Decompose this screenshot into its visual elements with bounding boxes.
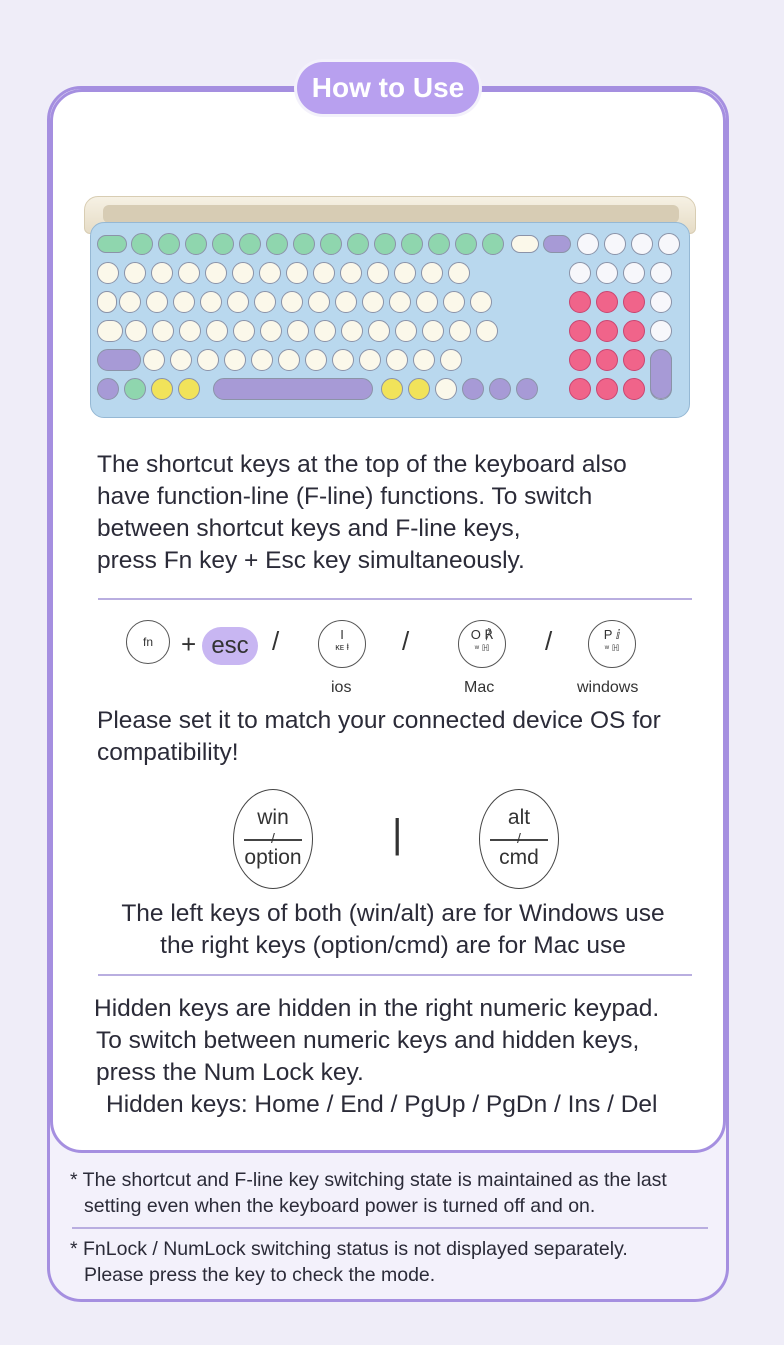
keyboard-key bbox=[658, 233, 680, 255]
divider bbox=[72, 1227, 708, 1229]
keyboard-key bbox=[604, 233, 626, 255]
keyboard-key bbox=[367, 262, 389, 284]
key-top-label: alt bbox=[507, 806, 531, 829]
keyboard-key bbox=[178, 262, 200, 284]
keyboard-key bbox=[596, 320, 618, 342]
keyboard-key bbox=[314, 320, 336, 342]
keyboard-key bbox=[178, 378, 200, 400]
keyboard-key bbox=[232, 262, 254, 284]
keyboard-key bbox=[413, 349, 435, 371]
keyboard-key bbox=[401, 233, 423, 255]
keyboard-key bbox=[151, 378, 173, 400]
keyboard-key bbox=[320, 233, 342, 255]
os-instruction bbox=[97, 705, 717, 769]
keyboard-key bbox=[368, 320, 390, 342]
keyboard-key bbox=[185, 233, 207, 255]
keyboard-key bbox=[259, 262, 281, 284]
text-line: Hidden keys are hidden in the right numeric keypad. bbox=[94, 995, 660, 1022]
keyboard-key bbox=[97, 235, 127, 253]
keyboard-key bbox=[623, 262, 645, 284]
keyboard-key bbox=[260, 320, 282, 342]
keyboard-key bbox=[449, 320, 471, 342]
keyboard-key bbox=[151, 262, 173, 284]
keyboard-key bbox=[233, 320, 255, 342]
keyboard-key bbox=[119, 291, 141, 313]
keyboard-key bbox=[386, 349, 408, 371]
keyboard-key bbox=[143, 349, 165, 371]
ios-key-top: I bbox=[340, 627, 344, 642]
text-line: To switch between numeric keys and hidden keys, bbox=[96, 1027, 640, 1054]
keyboard-key bbox=[650, 291, 672, 313]
keyboard-key bbox=[422, 320, 444, 342]
key-top-label: win bbox=[257, 806, 289, 829]
keyboard-key bbox=[335, 291, 357, 313]
keyboard-key bbox=[596, 349, 618, 371]
slash-separator: / bbox=[402, 626, 410, 656]
text-line: Hidden keys: Home / End / PgUp / PgDn / Ins / Del bbox=[106, 1091, 658, 1118]
keyboard-key bbox=[286, 262, 308, 284]
note-line: * The shortcut and F-line key switching state is maintained as the last bbox=[70, 1169, 667, 1191]
ios-key-bottom: ᴋᴇ ⱡ bbox=[335, 642, 349, 652]
keyboard-key bbox=[239, 233, 261, 255]
note-line: * FnLock / NumLock switching status is not displayed separately. bbox=[70, 1238, 628, 1260]
key-bottom-label: cmd bbox=[499, 846, 539, 869]
keyboard-key bbox=[152, 320, 174, 342]
keyboard-key bbox=[650, 349, 672, 399]
text-line: The left keys of both (win/alt) are for Windows use bbox=[121, 900, 665, 927]
keyboard-key bbox=[421, 262, 443, 284]
hidden-keys-explanation bbox=[60, 993, 726, 1121]
keyboard-key bbox=[125, 320, 147, 342]
os-label-mac: Mac bbox=[464, 679, 495, 696]
keyboard-key bbox=[287, 320, 309, 342]
win-option-key-icon bbox=[233, 789, 313, 889]
keyboard-key bbox=[173, 291, 195, 313]
keyboard-key bbox=[97, 349, 141, 371]
keyboard-key bbox=[455, 233, 477, 255]
keyboard-key bbox=[569, 349, 591, 371]
keyboard-key bbox=[197, 349, 219, 371]
plus-sign: + bbox=[181, 629, 197, 659]
keyboard-key bbox=[170, 349, 192, 371]
keyboard-key bbox=[97, 320, 123, 342]
keyboard-body bbox=[90, 222, 690, 418]
mac-key-top: O ℟ bbox=[470, 627, 494, 642]
slash-separator: / bbox=[545, 626, 553, 656]
keyboard-key bbox=[543, 235, 571, 253]
keyboard-key bbox=[476, 320, 498, 342]
text-line: between shortcut keys and F-line keys, bbox=[97, 515, 521, 542]
keyboard-key bbox=[577, 233, 599, 255]
keyboard-key bbox=[97, 291, 117, 313]
windows-key-icon bbox=[588, 620, 636, 668]
key-bottom-label: option bbox=[244, 846, 302, 869]
keyboard-key bbox=[596, 291, 618, 313]
page-title: How to Use bbox=[297, 62, 479, 114]
keyboard-key bbox=[569, 320, 591, 342]
keyboard-key bbox=[623, 291, 645, 313]
os-label-windows: windows bbox=[577, 679, 639, 696]
note-line: Please press the key to check the mode. bbox=[84, 1264, 436, 1286]
keyboard-key bbox=[97, 378, 119, 400]
keyboard-key bbox=[381, 378, 403, 400]
keyboard-key bbox=[158, 233, 180, 255]
keyboard-key bbox=[206, 320, 228, 342]
keyboard-key bbox=[440, 349, 462, 371]
text-line: The shortcut keys at the top of the keyboard also bbox=[97, 451, 627, 478]
keyboard-key bbox=[650, 320, 672, 342]
keyboard-key bbox=[631, 233, 653, 255]
keyboard-key bbox=[596, 262, 618, 284]
keyboard-key bbox=[596, 378, 618, 400]
keyboard-key bbox=[313, 262, 335, 284]
keyboard-key bbox=[213, 378, 373, 400]
esc-key-icon: esc bbox=[202, 627, 258, 665]
keyboard-key bbox=[131, 233, 153, 255]
ios-key-icon bbox=[318, 620, 366, 668]
keyboard-key bbox=[97, 262, 119, 284]
windows-key-top: P ⅈ bbox=[603, 627, 621, 642]
keyboard-key bbox=[374, 233, 396, 255]
keyboard-key bbox=[359, 349, 381, 371]
keyboard-key bbox=[293, 233, 315, 255]
keyboard-key bbox=[341, 320, 363, 342]
key-mid-label: / bbox=[271, 830, 275, 846]
note-fline-state bbox=[70, 1167, 720, 1219]
fn-key-icon: fn bbox=[126, 620, 170, 664]
keyboard-key bbox=[623, 378, 645, 400]
text-line: the right keys (option/cmd) are for Mac use bbox=[160, 932, 626, 959]
note-lock-status bbox=[70, 1236, 720, 1288]
text-line: press Fn key + Esc key simultaneously. bbox=[97, 547, 525, 574]
keyboard-key bbox=[146, 291, 168, 313]
keyboard-key bbox=[389, 291, 411, 313]
shortcut-explanation bbox=[97, 449, 717, 577]
keyboard-key bbox=[205, 262, 227, 284]
keyboard-key bbox=[462, 378, 484, 400]
keyboard-illustration bbox=[84, 196, 696, 424]
mac-key-bottom: ʷ ℍ bbox=[474, 643, 490, 653]
keyboard-key bbox=[278, 349, 300, 371]
keyboard-key bbox=[569, 262, 591, 284]
keyboard-key bbox=[179, 320, 201, 342]
keyboard-key bbox=[124, 378, 146, 400]
keyboard-key bbox=[435, 378, 457, 400]
keyboard-key bbox=[124, 262, 146, 284]
mac-key-icon bbox=[458, 620, 506, 668]
alt-cmd-key-icon bbox=[479, 789, 559, 889]
keyboard-key bbox=[443, 291, 465, 313]
note-line: setting even when the keyboard power is turned off and on. bbox=[84, 1195, 596, 1217]
text-line: Please set it to match your connected device OS for bbox=[97, 707, 661, 734]
keyboard-key bbox=[347, 233, 369, 255]
keyboard-key bbox=[224, 349, 246, 371]
keyboard-key bbox=[623, 320, 645, 342]
keyboard-key bbox=[650, 262, 672, 284]
keyboard-key bbox=[569, 378, 591, 400]
divider bbox=[98, 598, 692, 600]
keyboard-key bbox=[394, 262, 416, 284]
keyboard-key bbox=[516, 378, 538, 400]
keyboard-key bbox=[470, 291, 492, 313]
keyboard-key bbox=[482, 233, 504, 255]
text-line: press the Num Lock key. bbox=[96, 1059, 364, 1086]
os-label-ios: ios bbox=[331, 679, 352, 696]
keyboard-key bbox=[489, 378, 511, 400]
keyboard-key bbox=[340, 262, 362, 284]
keyboard-key bbox=[569, 291, 591, 313]
keyboard-key bbox=[623, 349, 645, 371]
keyboard-key bbox=[251, 349, 273, 371]
vertical-separator: | bbox=[392, 812, 403, 856]
windows-key-bottom: ʷ ℍ bbox=[604, 643, 620, 653]
keyboard-key bbox=[227, 291, 249, 313]
text-line: have function-line (F-line) functions. To switch bbox=[97, 483, 593, 510]
keyboard-key bbox=[395, 320, 417, 342]
win-mac-explanation bbox=[60, 898, 726, 962]
keyboard-key bbox=[511, 235, 539, 253]
keyboard-key bbox=[308, 291, 330, 313]
keyboard-key bbox=[305, 349, 327, 371]
keyboard-key bbox=[281, 291, 303, 313]
keyboard-key bbox=[416, 291, 438, 313]
keyboard-key bbox=[200, 291, 222, 313]
keyboard-key bbox=[332, 349, 354, 371]
keyboard-key bbox=[362, 291, 384, 313]
keyboard-key bbox=[254, 291, 276, 313]
keyboard-key bbox=[448, 262, 470, 284]
keyboard-key bbox=[212, 233, 234, 255]
keyboard-key bbox=[408, 378, 430, 400]
key-mid-label: / bbox=[517, 830, 521, 846]
divider bbox=[98, 974, 692, 976]
keyboard-key bbox=[266, 233, 288, 255]
keyboard-key bbox=[428, 233, 450, 255]
slash-separator: / bbox=[272, 626, 280, 656]
text-line: compatibility! bbox=[97, 739, 239, 766]
